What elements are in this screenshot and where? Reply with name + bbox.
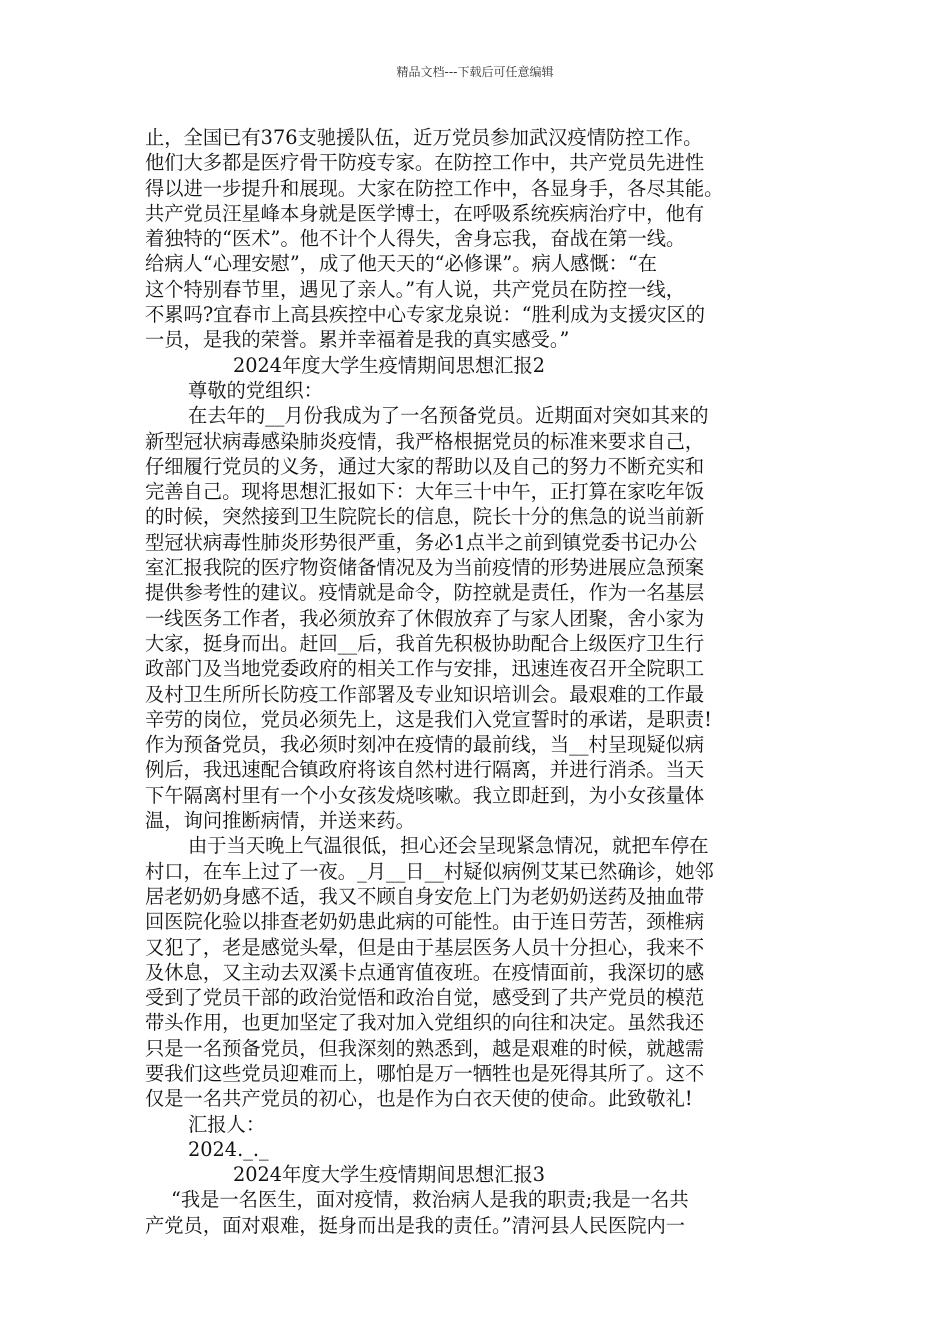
text-line: 产党员，面对艰难，挺身而出是我的责任。”清河县人民医院内一: [145, 1213, 686, 1237]
text-line: 提供参考性的建议。疫情就是命令，防控就是责任，作为一名基层: [145, 581, 705, 605]
text-line: 止，全国已有376支驰援队伍，近万党员参加武汉疫情防控工作。: [145, 126, 703, 149]
text-line: 这个特别春节里，遇见了亲人。”有人说，共产党员在防控一线，: [145, 277, 686, 301]
text-line: 共产党员汪星峰本身就是医学博士，在呼吸系统疾病治疗中，他有: [145, 201, 705, 225]
text-line: 不累吗?宜春市上高县疾控中心专家龙泉说：“胜利成为支援灾区的: [145, 303, 706, 327]
text-line: 完善自己。现将思想汇报如下：大年三十中午，正打算在家吃年饭: [145, 480, 705, 504]
text-line: 汇报人：: [188, 1112, 266, 1136]
text-line: 他们大多都是医疗骨干防疫专家。在防控工作中，共产党员先进性: [145, 151, 705, 175]
text-line: 政部门及当地党委政府的相关工作与安排，迅速连夜召开全院职工: [145, 657, 705, 681]
document-body: [145, 125, 805, 1238]
text-line: 作为预备党员，我必须时刻冲在疫情的最前线，当__村呈现疑似病: [145, 733, 705, 757]
text-line: 只是一名预备党员，但我深刻的熟悉到，越是艰难的时候，就越需: [145, 1036, 705, 1060]
text-line: 得以进一步提升和展现。大家在防控工作中，各显身手，各尽其能。: [145, 176, 724, 200]
text-line: 及休息，又主动去双溪卡点通宵值夜班。在疫情面前，我深切的感: [145, 960, 705, 984]
text-line: 一线医务工作者，我必须放弃了休假放弃了与家人团聚，舍小家为: [145, 606, 705, 630]
section-title: 2024年度大学生疫情期间思想汇报2: [233, 353, 545, 377]
text-line: 温，询问推断病情，并送来药。: [145, 809, 415, 833]
text-line: 带头作用，也更加坚定了我对加入党组织的向往和决定。虽然我还: [145, 1011, 705, 1035]
text-line: 居老奶奶身感不适，我又不顾自身安危上门为老奶奶送药及抽血带: [145, 884, 705, 908]
text-line: 村口，在车上过了一夜。_月__日__村疑似病例艾某已然确诊，她邻: [145, 859, 714, 883]
text-line: 的时候，突然接到卫生院院长的信息，院长十分的焦急的说当前新: [145, 505, 705, 529]
text-line: 由于当天晚上气温很低，担心还会呈现紧急情况，就把车停在: [188, 834, 709, 858]
text-line: 受到了党员干部的政治觉悟和政治自觉，感受到了共产党员的模范: [145, 986, 705, 1010]
text-line: 给病人“心理安慰”，成了他天天的“必修课”。病人感慨：“在: [145, 252, 658, 276]
text-line: 要我们这些党员迎难而上，哪怕是万一牺牲也是死得其所了。这不: [145, 1061, 705, 1085]
text-line: 及村卫生所所长防疫工作部署及专业知识培训会。最艰难的工作最: [145, 682, 705, 706]
text-line: 新型冠状病毒感染肺炎疫情，我严格根据党员的标准来要求自己，: [145, 429, 705, 453]
text-line: 下午隔离村里有一个小女孩发烧咳嗽。我立即赶到，为小女孩量体: [145, 783, 705, 807]
section-title: 2024年度大学生疫情期间思想汇报3: [233, 1163, 545, 1187]
text-line: “我是一名医生，面对疫情，救治病人是我的职责;我是一名共: [171, 1188, 689, 1212]
text-line: 回医院化验以排查老奶奶患此病的可能性。由于连日劳苦，颈椎病: [145, 910, 705, 934]
text-line: 仔细履行党员的义务，通过大家的帮助以及自己的努力不断充实和: [145, 454, 705, 478]
text-line: 在去年的__月份我成为了一名预备党员。近期面对突如其来的: [188, 404, 709, 428]
text-line: 例后，我迅速配合镇政府将该自然村进行隔离，并进行消杀。当天: [145, 758, 705, 782]
text-line: 尊敬的党组织：: [188, 378, 323, 402]
page-header: 精品文档---下载后可任意编辑: [396, 65, 554, 79]
text-line: 一员，是我的荣誉。累并幸福着是我的真实感受。”: [145, 328, 570, 352]
text-line: 辛劳的岗位，党员必须先上，这是我们入党宣誓时的承诺，是职责!: [145, 707, 712, 731]
text-line: 2024._._: [188, 1137, 269, 1161]
text-line: 仅是一名共产党员的初心，也是作为白衣天使的使命。此致敬礼!: [145, 1087, 693, 1111]
text-line: 大家，挺身而出。赶回__后，我首先积极协助配合上级医疗卫生行: [145, 631, 705, 655]
text-line: 着独特的“医术”。他不计个人得失，舍身忘我，奋战在第一线。: [145, 227, 686, 251]
text-line: 室汇报我院的医疗物资储备情况及为当前疫情的形势进展应急预案: [145, 556, 705, 580]
text-line: 又犯了，老是感觉头晕，但是由于基层医务人员十分担心，我来不: [145, 935, 705, 959]
text-line: 型冠状病毒性肺炎形势很严重，务必1点半之前到镇党委书记办公: [145, 530, 698, 554]
